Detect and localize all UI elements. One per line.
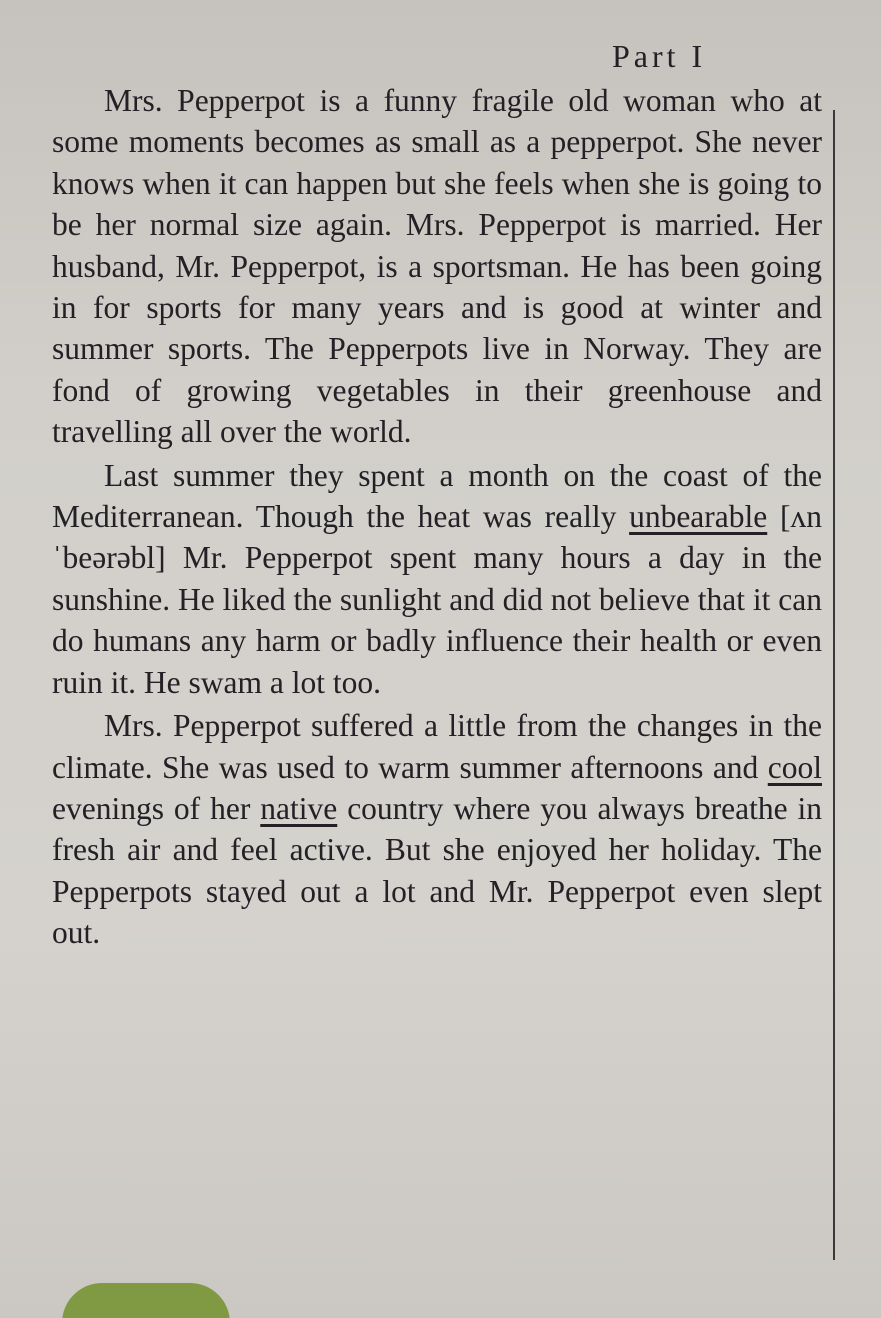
page-number-tab (62, 1283, 230, 1318)
text-segment: evenings of her (52, 790, 261, 826)
vocab-word-unbearable: unbearable (629, 499, 768, 535)
reading-text (52, 80, 822, 956)
paragraph-2 (52, 455, 822, 703)
paragraph-1 (52, 80, 822, 453)
text-segment: Last summer they spent a month on the coast of the Mediterranean. Though the heat was really (52, 457, 822, 535)
vocab-word-native: native (260, 790, 338, 826)
text-segment: [ʌnˈbeərəbl] Mr. Pepperpot spent many hours a day in the sunshine. He liked the sunlight and did not believe that it can do humans any harm or badly influence their health or even ruin it. He swam a lot too. (52, 499, 822, 700)
text-segment: Mrs. Pepperpot suffered a little from the changes in the climate. She was used to warm summer afternoons and (52, 708, 822, 785)
paragraph-3 (52, 705, 822, 953)
text-segment: country where you always breathe in fresh air and feel active. But she enjoyed her holiday. The Pepperpots stayed out a lot and Mr. Pepperpot even slept out. (52, 790, 822, 951)
text-segment: Mrs. Pepperpot is a funny fragile old woman who at some moments becomes as small as a pepperpot. She never knows when it can happen but she feels when she is going to be her normal size again. Mrs. Pepperpot is married. Her husband, Mr. Pepperpot, is a sportsman. He has been going in for sports for many years and is good at winter and summer sports. The Pepperpots live in Norway. They are fond of growing vegetables in their greenhouse and travelling all over the world. (52, 83, 822, 450)
part-heading: Part I (612, 38, 707, 74)
margin-rule (833, 110, 835, 1260)
vocab-word-cool: cool (767, 749, 822, 785)
